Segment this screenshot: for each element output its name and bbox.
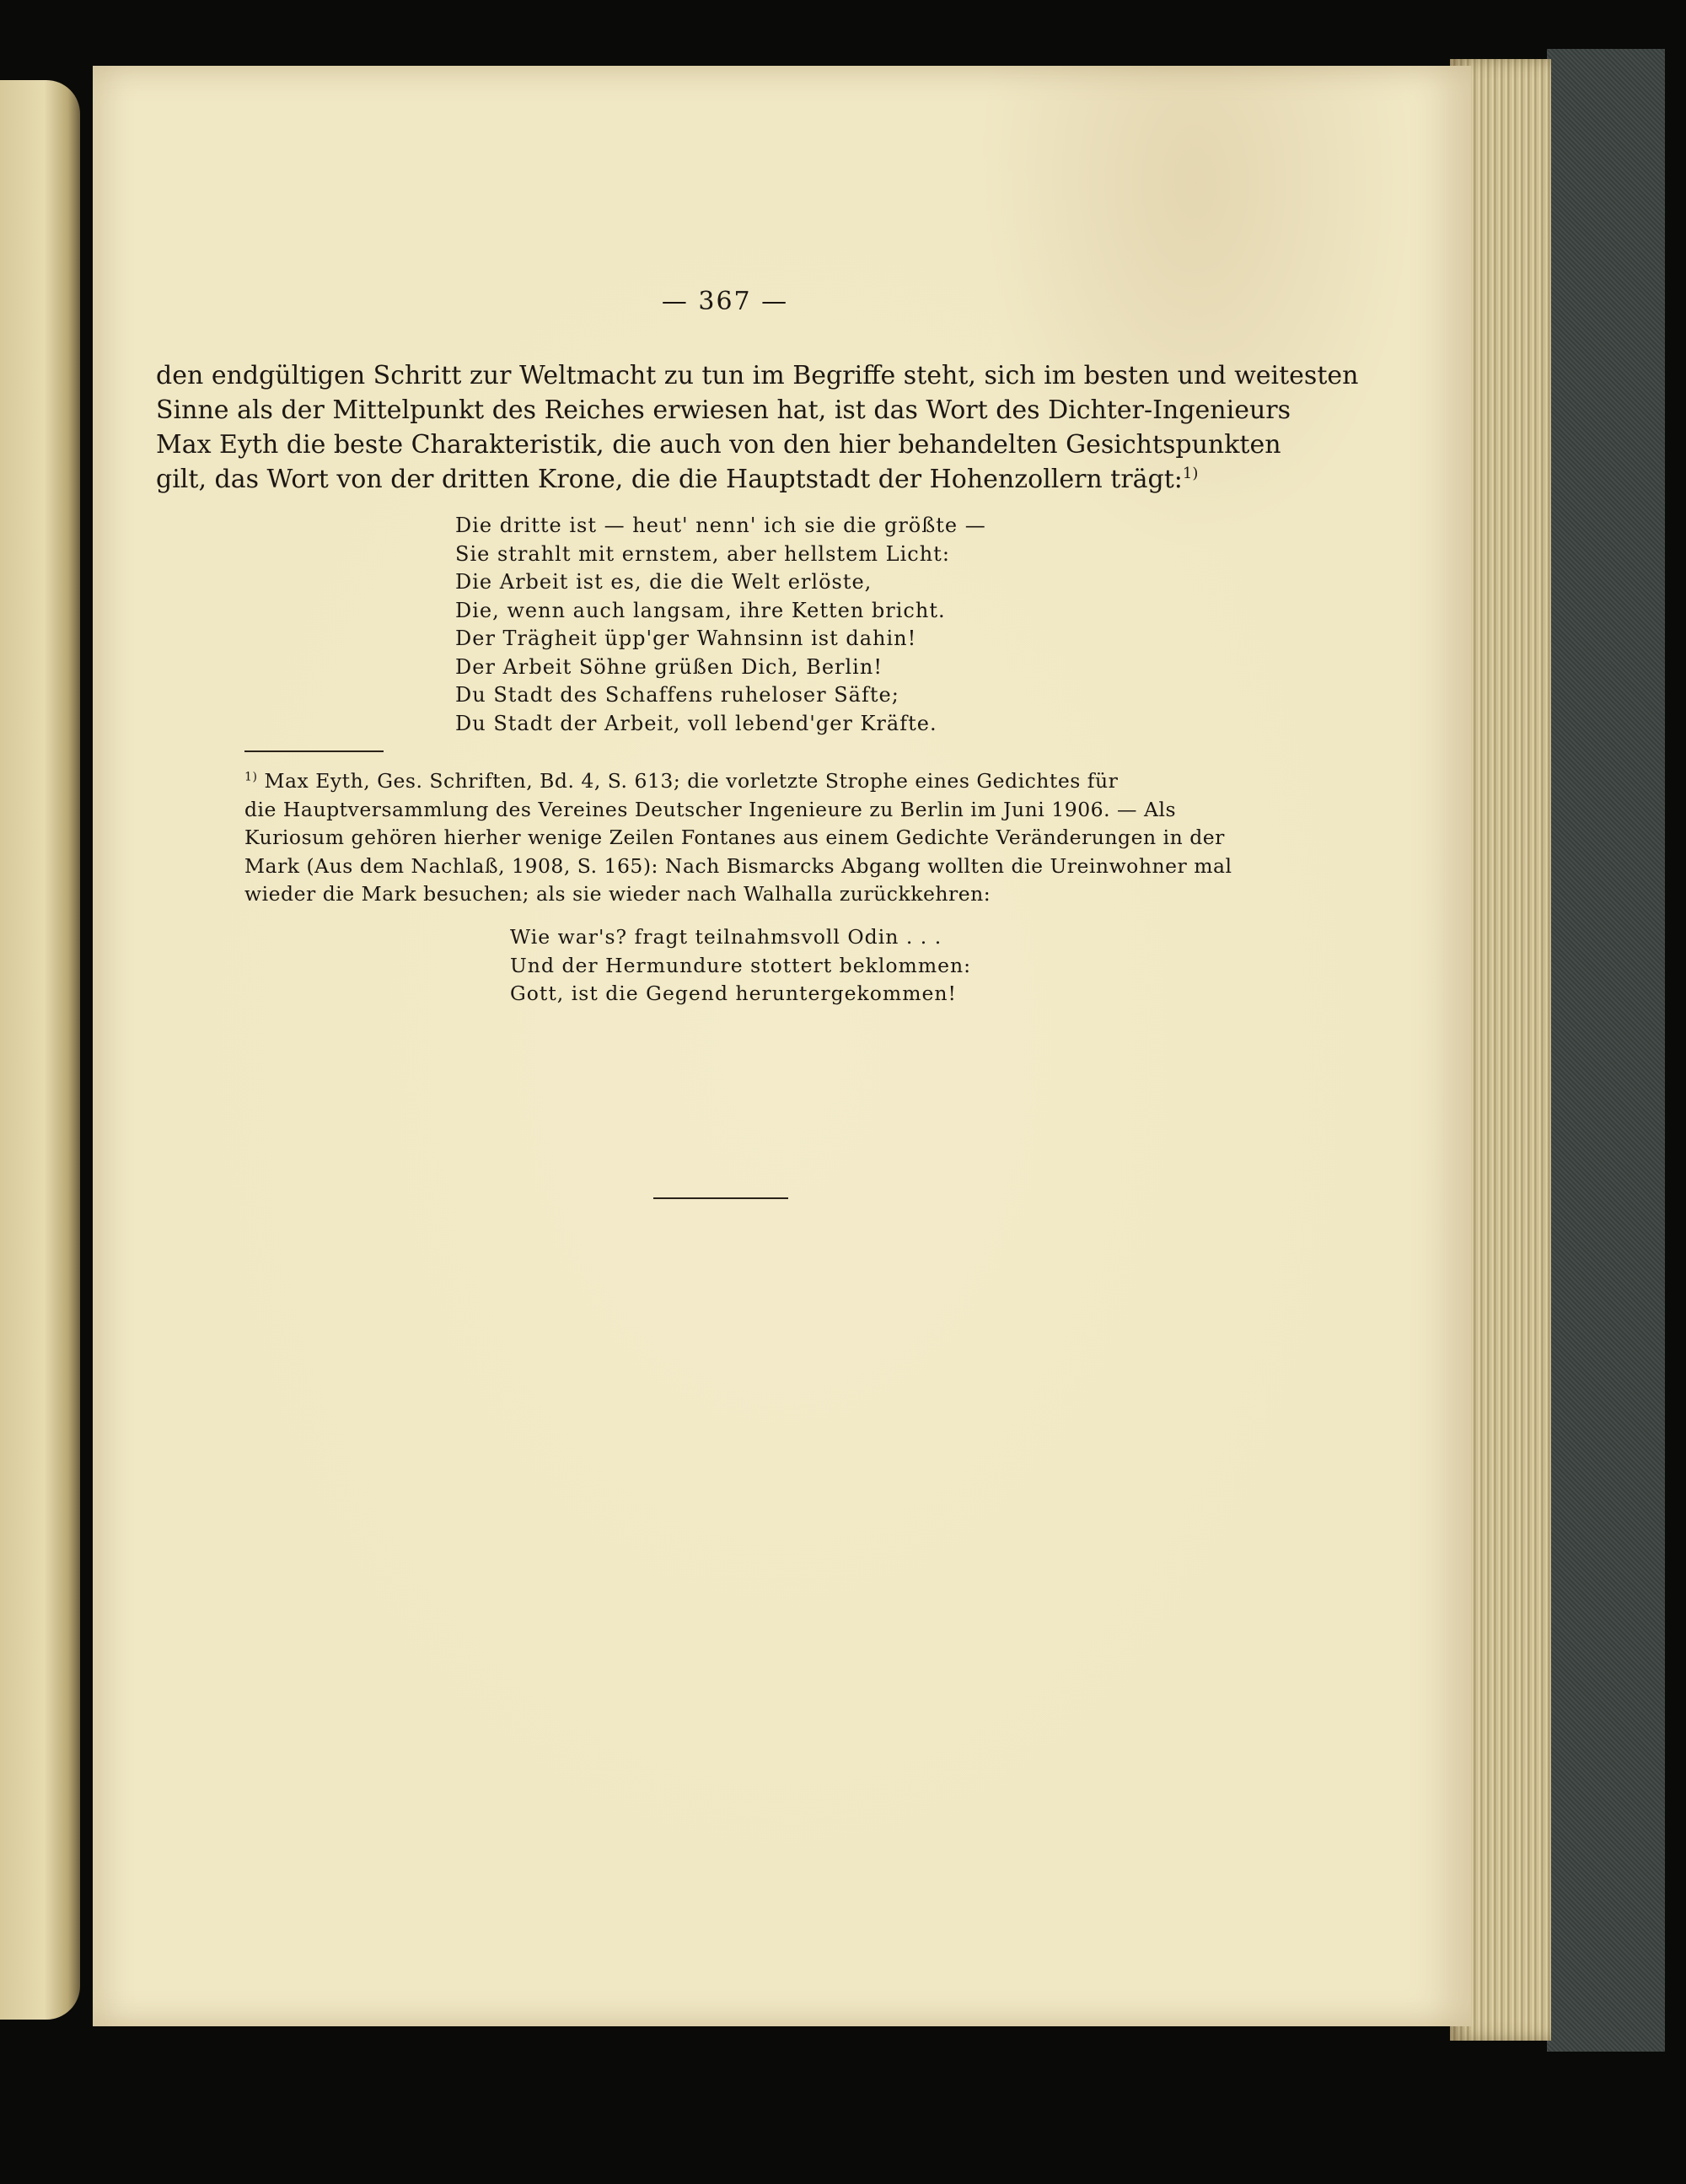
footnote-verse-line: Wie war's? fragt teilnahmsvoll Odin . . . [510, 925, 942, 949]
verse-line: Sie strahlt mit ernstem, aber hellstem Licht: [455, 541, 950, 566]
paragraph-line-text: gilt, das Wort von der dritten Krone, die die Hauptstadt der Hohenzollern trägt: [156, 465, 1183, 494]
paragraph-line [156, 462, 1210, 497]
footnote [244, 767, 1232, 909]
verse-line: Du Stadt der Arbeit, voll lebend'ger Kräfte. [455, 711, 937, 735]
paragraph-line: den endgültigen Schritt zur Weltmacht zu tun im Begriffe steht, sich im besten und weitesten [156, 361, 1359, 390]
body-paragraph [156, 358, 1359, 497]
footnote-line: die Hauptversammlung des Vereines Deutscher Ingenieure zu Berlin im Juni 1906. — Als [244, 797, 1177, 821]
footnote-line: Mark (Aus dem Nachlaß, 1908, S. 165): Nach Bismarcks Abgang wollten die Ureinwohner mal [244, 853, 1232, 878]
paragraph-line: Sinne als der Mittelpunkt des Reiches erwiesen hat, ist das Wort des Dichter-Ingenieurs [156, 395, 1291, 425]
footnote-reference: 1) [1182, 465, 1199, 483]
footnote-line [244, 767, 1214, 796]
footnote-verse [510, 923, 1016, 1009]
verse-line: Du Stadt des Schaffens ruheloser Säfte; [455, 683, 899, 707]
verse-line: Die dritte ist — heut' nenn' ich sie die größte — [455, 514, 986, 537]
footnote-separator [244, 750, 384, 752]
footnote-marker: 1) [244, 770, 258, 784]
verse-line: Der Trägheit üpp'ger Wahnsinn ist dahin! [455, 627, 917, 650]
verse-line: Die Arbeit ist es, die die Welt erlöste, [455, 570, 873, 594]
paragraph-line: Max Eyth die beste Charakteristik, die auch von den hier behandelten Gesichtspunkten [156, 430, 1281, 460]
footnote-line-text: Max Eyth, Ges. Schriften, Bd. 4, S. 613; die vorletzte Strophe eines Gedichtes für [264, 769, 1119, 793]
end-rule [653, 1197, 788, 1199]
footnote-verse-line: Und der Hermundure stottert beklommen: [510, 953, 972, 977]
footnote-line: Kuriosum gehören hierher wenige Zeilen Fontanes aus einem Gedichte Veränderungen in der [244, 826, 1225, 849]
page-number: — 367 — [661, 287, 789, 316]
footnote-verse-line: Gott, ist die Gegend heruntergekommen! [510, 982, 957, 1005]
footnote-line: wieder die Mark besuchen; als sie wieder nach Walhalla zurückkehren: [244, 882, 991, 906]
quoted-verse [455, 512, 1045, 738]
verse-line: Der Arbeit Söhne grüßen Dich, Berlin! [455, 654, 883, 679]
verse-line: Die, wenn auch langsam, ihre Ketten bricht. [455, 598, 946, 622]
